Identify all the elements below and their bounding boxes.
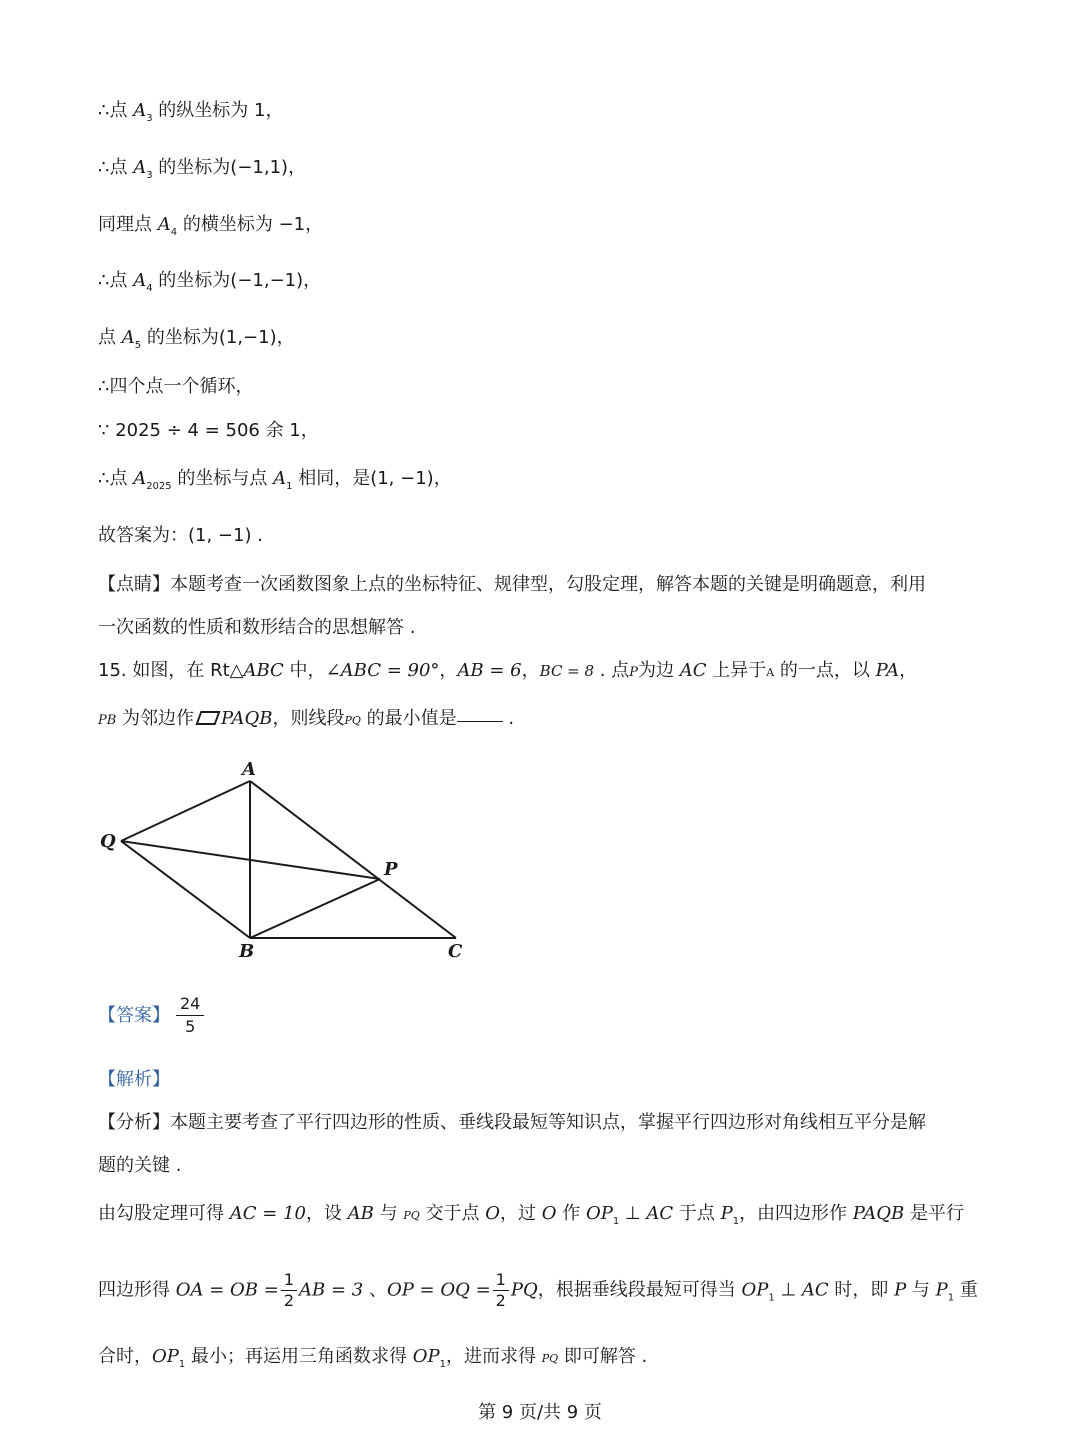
solution-line-5: 点 $A_5$ 的坐标为(1,−1)， [98, 327, 295, 351]
answer-numerator: 24 [176, 993, 204, 1016]
segment-QB [121, 841, 250, 938]
problem-15-line-1: 15. 如图，在 Rt△ABC 中，∠ABC = 90°，AB = 6，BC = 8 . 点P为边 AC 上异于A 的一点，以 PA， [98, 660, 918, 681]
solution-line-6: ∴四个点一个循环， [98, 376, 254, 397]
page-footer: 第 9 页/共 9 页 [478, 1402, 602, 1423]
answer-fraction [176, 993, 204, 1038]
solution-line-9: 故答案为：(1, −1) . [98, 525, 263, 546]
solution-line-2: ∴点 $A_3$ 的坐标为(−1,1)， [98, 157, 307, 181]
comment-line-1: 【点睛】本题考查一次函数图象上点的坐标特征、规律型，勾股定理，解答本题的关键是明确题意，利用 [98, 574, 926, 595]
solution-line-4: ∴点 $A_4$ 的坐标为(−1,−1)， [98, 270, 322, 294]
label-B: B [239, 941, 255, 962]
segment-AC [250, 781, 456, 938]
solution-line-7: ∵ 2025 ÷ 4 = 506 余 1， [98, 420, 319, 441]
solution-line-3: 同理点 $A_4$ 的横坐标为 −1， [98, 214, 324, 238]
comment-line-2: 一次函数的性质和数形结合的思想解答 . [98, 617, 416, 638]
parallelogram-symbol [195, 711, 220, 725]
answer-label: 【答案】 [98, 1005, 170, 1026]
problem-15-line-2: PB 为邻边作 PAQB，则线段PQ 的最小值是 . [98, 708, 515, 729]
analysis-line-3: 由勾股定理可得 AC = 10，设 AB 与 PQ 交于点 O，过 O 作 $OP_1$ ⊥ AC 于点 $P_1$，由四边形作 PAQB 是平行 [98, 1203, 964, 1227]
analysis-label: 【解析】 [98, 1069, 170, 1090]
segment-BP [250, 879, 380, 938]
segment-AQ [121, 781, 250, 841]
solution-line-1: ∴点 $A_3$ 的纵坐标为 1， [98, 100, 284, 124]
label-C: C [448, 941, 463, 962]
label-Q: Q [100, 831, 116, 852]
answer-denominator: 5 [185, 1017, 196, 1036]
answer-blank [457, 721, 503, 722]
analysis-line-1: 【分析】本题主要考查了平行四边形的性质、垂线段最短等知识点，掌握平行四边形对角线相互平分是解 [98, 1112, 926, 1133]
analysis-line-4: 四边形得 OA = OB = $\frac{1}{2}$ AB = 3 、OP = OQ = $\frac{1}{2}$ PQ，根据垂线段最短可得当 $OP_1$ ⊥ AC 时，即 P 与 $P_1$ 重 [98, 1270, 978, 1310]
solution-line-8: ∴点 $A_{2025}$ 的坐标与点 $A_1$ 相同，是(1, −1)， [98, 468, 452, 492]
geometry-figure [96, 755, 476, 967]
label-A: A [242, 759, 256, 780]
analysis-line-5: 合时，$OP_1$ 最小；再运用三角函数求得 $OP_1$，进而求得 PQ 即可解答 . [98, 1346, 648, 1370]
figure-lines [121, 781, 456, 938]
answer-row [98, 1003, 170, 1029]
label-P: P [384, 859, 398, 880]
analysis-line-2: 题的关键 . [98, 1155, 182, 1176]
